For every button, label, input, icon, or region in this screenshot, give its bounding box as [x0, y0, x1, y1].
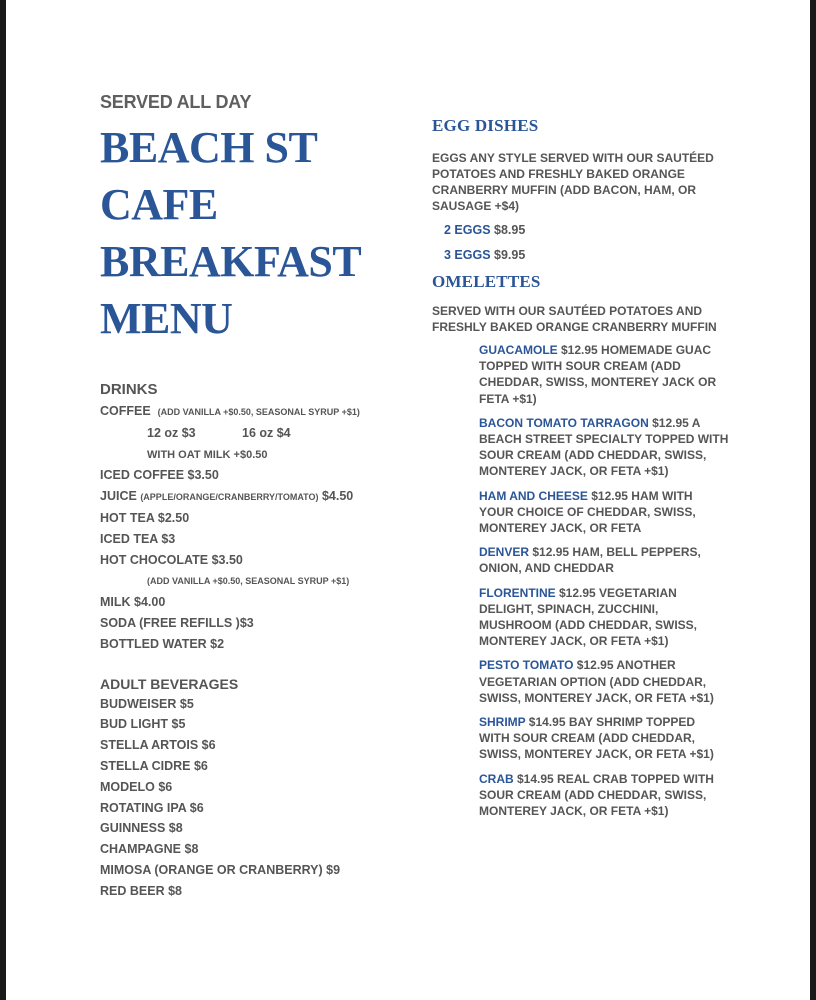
menu-item-2-eggs	[432, 218, 732, 243]
omelette-item	[479, 488, 729, 537]
omelette-item	[479, 342, 729, 407]
item-text: $14.95 BAY SHRIMP TOPPED WITH SOUR CREAM (ADD CHEDDAR, SWISS, MONTEREY JACK, OR FETA +$1)	[479, 715, 714, 762]
left-column	[100, 92, 400, 902]
omelette-item	[479, 657, 729, 706]
item-note: (ADD VANILLA +$0.50, SEASONAL SYRUP +$1)	[147, 576, 350, 587]
item-name: GUACAMOLE	[479, 343, 558, 357]
right-column	[432, 116, 732, 819]
item-name: JUICE	[100, 489, 137, 504]
title-line: CAFE	[100, 180, 218, 229]
omelette-item	[479, 714, 729, 763]
item-name: BACON TOMATO TARRAGON	[479, 415, 649, 430]
size-12oz: 12 oz $3	[147, 425, 196, 440]
omelettes-description: SERVED WITH OUR SAUTÉED POTATOES AND FRESHLY BAKED ORANGE CRANBERRY MUFFIN	[432, 304, 717, 334]
item-price: $4.50	[321, 489, 354, 504]
hot-chocolate-note	[100, 570, 400, 592]
item-name: FLORENTINE	[479, 585, 556, 600]
item-name: 3 EGGS	[444, 248, 491, 262]
menu-item: MODELO $6	[100, 779, 173, 794]
omelettes-section	[432, 272, 732, 819]
menu-item: ROTATING IPA $6	[100, 800, 204, 815]
menu-item: STELLA ARTOIS $6	[100, 738, 216, 753]
item-name: 2 EGGS	[444, 223, 491, 237]
egg-dishes-heading: EGG DISHES	[432, 116, 539, 135]
title-line: BREAKFAST	[100, 237, 362, 286]
item-text: $12.95 HAM, BELL PEPPERS, ONION, AND CHEDDAR	[479, 545, 701, 576]
item-text: $12.95 HAM WITH YOUR CHOICE OF CHEDDAR, SWISS, MONTEREY JACK, OR FETA	[479, 488, 696, 536]
omelette-item	[479, 415, 729, 480]
menu-item-hot-tea: HOT TEA $2.50	[100, 510, 190, 525]
omelette-item	[479, 585, 729, 650]
item-note: (APPLE/ORANGE/CRANBERRY/TOMATO)	[140, 492, 319, 503]
item-price: $9.95	[494, 248, 526, 262]
served-all-day-label: SERVED ALL DAY	[100, 92, 252, 112]
title-line: MENU	[100, 294, 233, 343]
omelette-item	[479, 544, 729, 576]
menu-item-bottled-water: BOTTLED WATER $2	[100, 636, 225, 651]
item-name: PESTO TOMATO	[479, 658, 574, 673]
egg-dishes-description: EGGS ANY STYLE SERVED WITH OUR SAUTÉED POTATOES AND FRESHLY BAKED ORANGE CRANBERRY MUFFIN (ADD BACON, HAM, OR SAUSAGE +$4)	[432, 151, 714, 213]
item-text: $12.95 ANOTHER VEGETARIAN OPTION (ADD CHEDDAR, SWISS, MONTEREY JACK, OR FETA +$1)	[479, 658, 714, 705]
menu-item: RED BEER $8	[100, 883, 182, 898]
menu-item-iced-coffee: ICED COFFEE $3.50	[100, 468, 219, 483]
item-name: COFFEE	[100, 404, 151, 418]
menu-item: MIMOSA (ORANGE OR CRANBERRY) $9	[100, 862, 341, 877]
drinks-heading: DRINKS	[100, 381, 158, 398]
item-text: $12.95 HOMEMADE GUAC TOPPED WITH SOUR CREAM (ADD CHEDDAR, SWISS, MONTEREY JACK OR FETA +$1)	[479, 343, 717, 406]
menu-item-juice	[100, 486, 400, 508]
item-text: $12.95 A BEACH STREET SPECIALTY TOPPED WITH SOUR CREAM (ADD CHEDDAR, SWISS, MONTEREY JACK, OR FETA +$1)	[479, 415, 729, 479]
drinks-section	[100, 381, 400, 655]
adult-beverages-section	[100, 676, 400, 902]
menu-item-iced-tea: ICED TEA $3	[100, 531, 176, 546]
item-name: DENVER	[479, 545, 530, 560]
menu-title	[100, 119, 400, 347]
menu-item-coffee	[100, 401, 400, 423]
menu-item-soda: SODA (FREE REFILLS )$3	[100, 615, 254, 630]
item-name: CRAB	[479, 771, 514, 786]
menu-item: BUDWEISER $5	[100, 696, 194, 711]
menu-item: STELLA CIDRE $6	[100, 758, 208, 773]
coffee-sizes	[100, 423, 400, 444]
menu-item: GUINNESS $8	[100, 821, 183, 836]
menu-item-3-eggs	[432, 243, 732, 268]
title-line: BEACH ST	[100, 123, 318, 172]
item-text: $12.95 VEGETARIAN DELIGHT, SPINACH, ZUCCHINI, MUSHROOM (ADD CHEDDAR, SWISS, MONTEREY JACK, OR FETA +$1)	[479, 585, 697, 649]
menu-item: CHAMPAGNE $8	[100, 842, 199, 857]
oat-milk-option	[100, 444, 400, 466]
item-name: HAM AND CHEESE	[479, 488, 588, 503]
adult-beverages-heading: ADULT BEVERAGES	[100, 675, 239, 692]
menu-item-hot-chocolate: HOT CHOCOLATE $3.50	[100, 552, 243, 567]
item-name: SHRIMP	[479, 715, 526, 730]
menu-item-milk: MILK $4.00	[100, 595, 166, 610]
menu-item: BUD LIGHT $5	[100, 717, 186, 732]
size-16oz: 16 oz $4	[242, 425, 291, 440]
omelettes-heading: OMELETTES	[432, 272, 541, 291]
item-note: (ADD VANILLA +$0.50, SEASONAL SYRUP +$1)	[157, 407, 360, 417]
omelette-item	[479, 771, 729, 820]
menu-page	[6, 0, 810, 1000]
egg-dishes-section	[432, 116, 732, 268]
item-price: $8.95	[494, 223, 526, 237]
item-text: $14.95 REAL CRAB TOPPED WITH SOUR CREAM (ADD CHEDDAR, SWISS, MONTEREY JACK, OR FETA +$1)	[479, 771, 714, 819]
oat-milk-label: WITH OAT MILK +$0.50	[147, 448, 268, 461]
